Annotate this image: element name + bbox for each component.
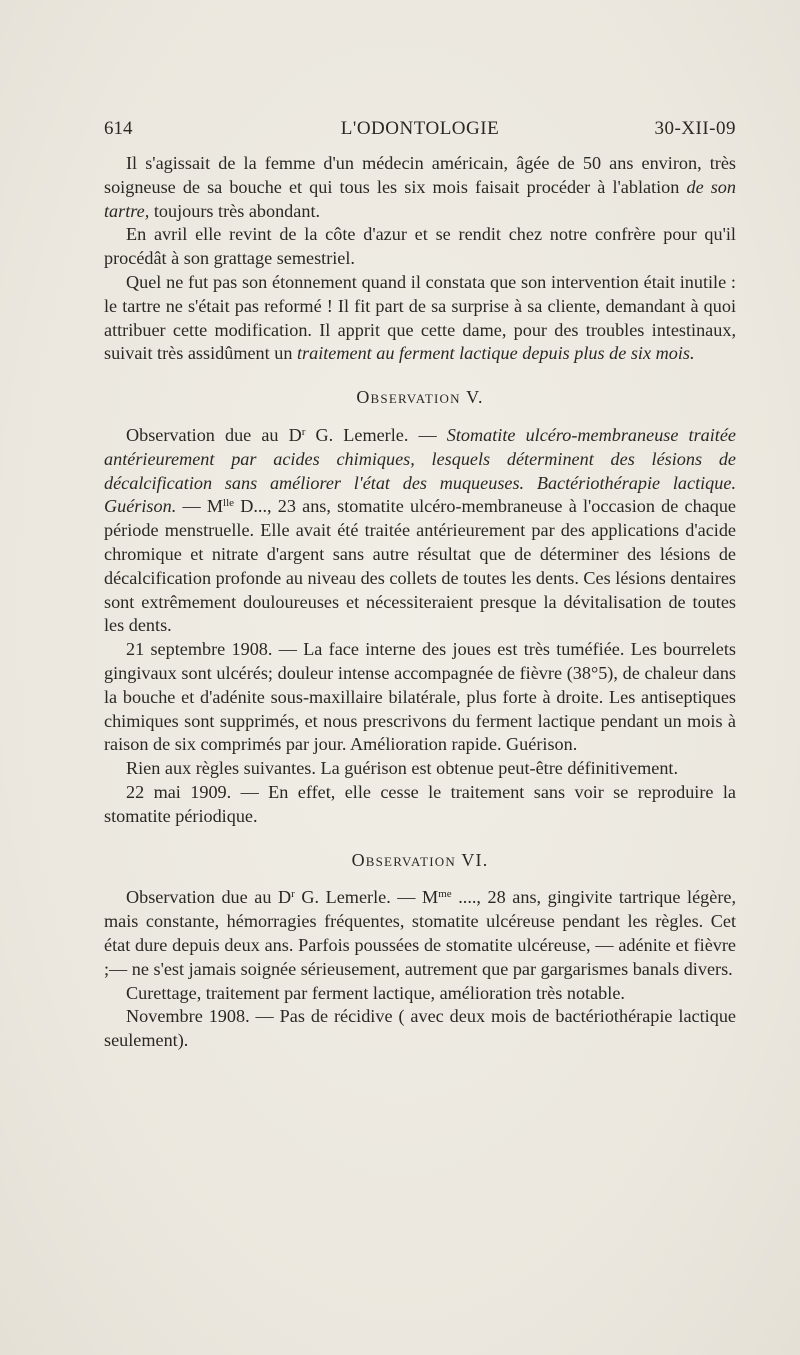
running-header xyxy=(104,118,736,148)
observation-5-heading: Observation V. xyxy=(356,387,484,408)
obs5-paragraph-4: 22 mai 1909. — En effet, elle cesse le traitement sans voir se reproduire la stomatite périodique. xyxy=(104,781,736,826)
intro-paragraph-3: Quel ne fut pas son étonnement quand il constata que son intervention était inutile : le tartre ne s'était pas reformé ! Il fit part de sa surprise à sa cliente, demandant à quoi attribuer cette modification. Il apprit que cette dame, pour des troubles intestinaux, suivait très assidûment un traitement au ferment lactique depuis plus de six mois. xyxy=(104,271,736,364)
page-number: 614 xyxy=(104,118,133,139)
issue-date: 30-XII-09 xyxy=(654,118,736,139)
intro-paragraph-1: Il s'agissait de la femme d'un médecin américain, âgée de 50 ans environ, très soigneuse de sa bouche et qui tous les six mois faisait procéder à l'ablation de son tartre, toujours très abondant. xyxy=(104,153,736,221)
observation-6-heading: Observation VI. xyxy=(351,849,489,870)
obs6-paragraph-1: Observation due au $D^r$ G. Lemerle. — $M^{me}$ ...., 28 ans, gingivite tartrique légère, mais constante, hémorragies fréquentes, stomatite ulcéreuse pendant les règles. Cet état dure depuis deux ans. Parfois poussées de stomatite ulcéreuse, — adénite et fièvre ;— ne s'est jamais soignée sérieusement, autrement que par gargarismes banals divers. xyxy=(104,887,736,979)
obs6-paragraph-3: Novembre 1908. — Pas de récidive ( avec deux mois de bactériothérapie lactique seulement). xyxy=(104,1006,736,1051)
obs6-paragraph-2: Curettage, traitement par ferment lactique, amélioration très notable. xyxy=(126,982,625,1003)
intro-paragraph-2: En avril elle revint de la côte d'azur et se rendit chez notre confrère pour qu'il procédât à son grattage semestriel. xyxy=(104,224,736,269)
journal-title: L'ODONTOLOGIE xyxy=(340,118,500,139)
body-text xyxy=(104,152,736,1053)
obs5-paragraph-1: Observation due au $D^r$ G. Lemerle. — Stomatite ulcéro-membraneuse traitée antérieurement par acides chimiques, lesquels déterminent des lésions de décalcification sans améliorer l'état des muqueuses. Bactériothérapie lactique. Guérison. — $M^{lle}$ D..., 23 ans, stomatite ulcéro-membraneuse à l'occasion de chaque période menstruelle. Elle avait été traitée antérieurement par des applications d'acide chromique et nitrate d'argent sans autre résultat que de déterminer des lésions de décalcification profonde au niveau des collets de toutes les dents. Ces lésions dentaires sont extrêmement douloureuses et nécessiteraient presque la dévitalisation de toutes les dents. xyxy=(104,424,737,636)
obs5-paragraph-2: 21 septembre 1908. — La face interne des joues est très tuméfiée. Les bourrelets gingivaux sont ulcérés; douleur intense accompagnée de fièvre (38°5), de chaleur dans la bouche et d'adénite sous-maxillaire bilatérale, plus forte à droite. Les antiseptiques chimiques sont supprimés, et nous prescrivons du ferment lactique pendant un mois à raison de six comprimés par jour. Amélioration rapide. Guérison. xyxy=(104,639,736,755)
obs5-paragraph-3: Rien aux règles suivantes. La guérison est obtenue peut-être définitivement. xyxy=(126,758,679,779)
